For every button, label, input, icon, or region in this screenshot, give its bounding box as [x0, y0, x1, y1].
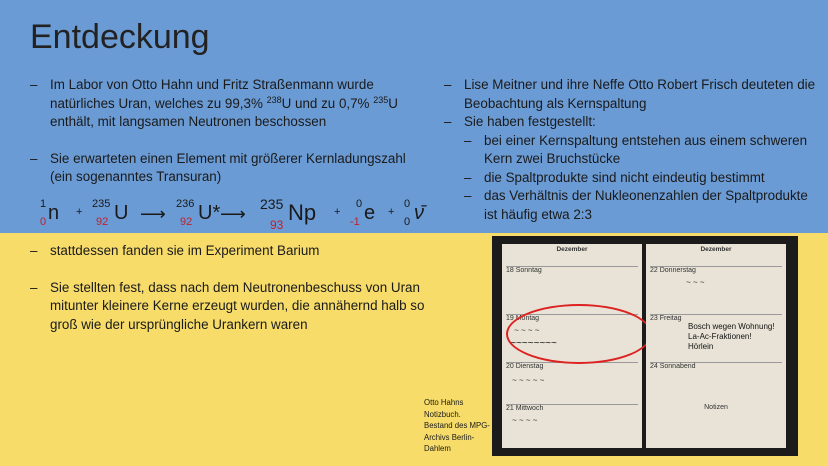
- plus-sign: +: [76, 206, 83, 218]
- day-row: 19 Montag: [506, 314, 638, 322]
- day-row: 20 Dienstag: [506, 362, 638, 370]
- notebook-photo: [492, 236, 798, 456]
- notes-label: Notizen: [704, 404, 728, 411]
- right-bullets: [444, 76, 824, 224]
- finding-fragments: – bei einer Kernspaltung entstehen aus einem schweren Kern zwei Bruchstücke: [464, 132, 824, 169]
- finding-ratio: – das Verhältnis der Nukleonenzahlen der Spaltprodukte ist häufig etwa 2:3: [464, 187, 824, 224]
- transcription: Bosch wegen Wohnung! La-Ac-Fraktionen! Hörlein: [688, 322, 775, 351]
- handwriting: ~~~~~~~~: [510, 338, 557, 349]
- reaction-equation: 1 0 n + 235 92 U ⟶ 236 92 U* ⟶ 235 93 Np + 0 -1 e + 0 0 ν̄: [40, 196, 424, 232]
- bullet-barium: – stattdessen fanden sie im Experiment Barium: [30, 242, 430, 261]
- notebook-page-left: [502, 244, 642, 448]
- arrow-icon: ⟶: [140, 204, 166, 224]
- slide-title: Entdeckung: [30, 18, 210, 56]
- day-row: 18 Sonntag: [506, 266, 638, 274]
- left-bottom-bullets: [30, 242, 430, 334]
- day-row: 21 Mittwoch: [506, 404, 638, 412]
- findings-sublist: [464, 132, 824, 225]
- photo-caption: Otto Hahns Notizbuch. Bestand des MPG- Archivs Berlin- Dahlem: [424, 398, 490, 453]
- bullet-smaller-nuclei: – Sie stellten fest, dass nach dem Neutronenbeschuss von Uran mitunter kleinere Kerne erzeugt wurden, die annähernd halb so groß wie der ursprüngliche Urankern waren: [30, 279, 430, 335]
- plus-sign: +: [334, 206, 341, 218]
- page-header: Dezember: [556, 246, 588, 253]
- page-header: Dezember: [700, 246, 732, 253]
- bullet-findings: – Sie haben festgestellt: – bei einer Kernspaltung entstehen aus einem schweren Kern zwei Bruchstücke – die Spaltprodukte sind nicht eindeutig bestimmt – das Verhältnis der Nukleonenzahlen der Spaltprodukte ist häufig etwa 2:3: [444, 113, 824, 224]
- day-row: 23 Freitag: [650, 314, 782, 322]
- left-top-bullets: [30, 76, 430, 187]
- notebook-page-right: [646, 244, 786, 448]
- handwriting: ~ ~ ~ ~ ~: [512, 376, 545, 385]
- arrow-icon: ⟶: [220, 204, 246, 224]
- red-circle-highlight: [506, 304, 652, 364]
- handwriting: ~ ~ ~ ~: [512, 416, 538, 425]
- day-row: 22 Donnerstag: [650, 266, 782, 274]
- day-row: 24 Sonnabend: [650, 362, 782, 370]
- bullet-uranium: – Im Labor von Otto Hahn und Fritz Straßenmann wurde natürliches Uran, welches zu 99,3% $^{238}$U und zu 0,7% $^{235}$U enthält, mit langsamen Neutronen beschossen: [30, 76, 430, 132]
- bullet-transuran: – Sie erwarteten einen Element mit größerer Kernladungszahl (ein sogenanntes Transuran): [30, 150, 430, 187]
- plus-sign: +: [388, 206, 395, 218]
- finding-not-determined: – die Spaltprodukte sind nicht eindeutig bestimmt: [464, 169, 824, 188]
- handwriting: ~ ~ ~ ~: [514, 326, 540, 335]
- handwriting: ~ ~ ~: [686, 278, 705, 287]
- bullet-meitner: – Lise Meitner und ihre Neffe Otto Robert Frisch deuteten die Beobachtung als Kernspaltung: [444, 76, 824, 113]
